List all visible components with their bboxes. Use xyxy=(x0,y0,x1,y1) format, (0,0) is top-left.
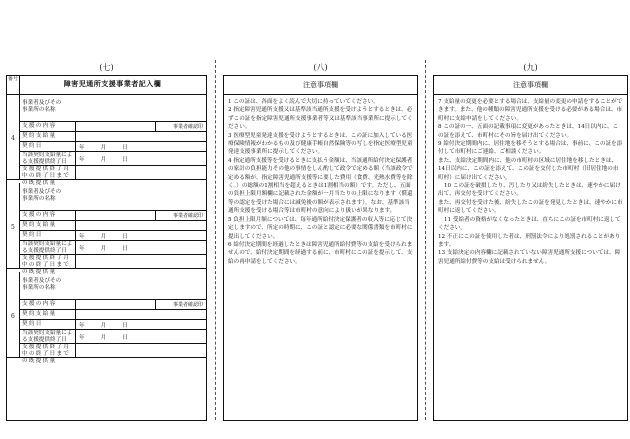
note-item: 9 給付決定期間内に、居住地を移そうとする場合は、事前に、この証を添付して市町村にご連絡、ご相談ください。 xyxy=(438,141,623,156)
row-remaining xyxy=(19,330,206,344)
note-item: 5 負担上限月額については、毎年通所給付決定保護者の収入等に応じて決定しますので、所定の時期に、この証と認定に必要な関係書類を市町村に提出してください。 xyxy=(228,216,413,240)
label-remaining: 当該契約支給量による支援提供終了日 xyxy=(22,152,73,165)
date-month-unit: 月 xyxy=(100,234,107,240)
row-remaining xyxy=(19,241,206,255)
provider-block xyxy=(7,94,206,186)
block-number-value: 4 xyxy=(11,134,15,142)
note-item: 11 受給者の資格がなくなったときは、直ちにこの証を市町村に返してください。 xyxy=(438,216,621,232)
cell-divider xyxy=(75,221,76,230)
cell-divider xyxy=(75,122,76,131)
date-month-unit: 月 xyxy=(100,246,107,252)
date-month-unit: 月 xyxy=(100,145,107,151)
date-year-unit: 年 xyxy=(79,335,85,341)
label-amount: 契約支給量 xyxy=(22,311,57,317)
label-name: 事業者及びその事業所の名称 xyxy=(22,278,62,291)
cell-divider xyxy=(75,166,76,180)
row-contract-date xyxy=(19,231,206,241)
notes-title: 注意事項欄 xyxy=(224,76,417,95)
provider-stamp-label: 事業者確認印 xyxy=(172,124,203,130)
note-item: 12 不正にこの証を使用した者は、刑罰法令により処罰されることがあります。 xyxy=(438,233,621,248)
cell-divider xyxy=(155,211,156,220)
date-year-unit: 年 xyxy=(79,234,85,240)
cell-divider xyxy=(75,320,76,329)
row-contract-date xyxy=(19,320,206,330)
panel7-number: (七) xyxy=(99,63,114,72)
label-amount: 契約支給量 xyxy=(22,222,57,228)
row-end-by xyxy=(19,166,206,186)
date-field[interactable] xyxy=(79,244,144,252)
panel8-number: (八) xyxy=(313,63,328,72)
date-field[interactable] xyxy=(79,155,144,163)
note-item: また、支給決定期間内に、他の市町村の区域に居住地を移したときは、14日以内に、この証を添えて、この証を交付した市町村（旧居住地の市町村）に届け出てください。 xyxy=(438,157,619,181)
label-amount: 契約支給量 xyxy=(22,133,57,139)
fold-divider-left xyxy=(215,60,216,420)
date-day-unit: 日 xyxy=(122,145,128,151)
date-month-unit: 月 xyxy=(100,157,107,163)
cell-divider xyxy=(75,152,76,165)
row-name xyxy=(19,94,206,122)
note-item: 6 給付決定期間を経過したときは障害児通所給付費等の支給を受けられませんので、給付決定期間を経過する前に、市町村にこの証を提示して、支給の再申請をしてください。 xyxy=(228,241,413,265)
block-number-value: 5 xyxy=(11,223,15,231)
cell-divider xyxy=(75,255,76,269)
label-contract-date: 契約日 xyxy=(22,143,43,149)
row-amount xyxy=(19,221,206,231)
label-content: 支援の内容 xyxy=(22,123,57,129)
provider-block xyxy=(7,183,206,275)
date-day-unit: 日 xyxy=(122,234,128,240)
note-item: 13 支給決定の内容欄に記載されていない障害児通所支援については、障害児通所給付費等の支給は受けられません。 xyxy=(438,250,621,265)
cell-divider xyxy=(75,310,76,319)
date-month-unit: 月 xyxy=(100,335,107,341)
note-item: 8 この証の一、五面の記載事項に変更があったときは、14日以内に、この証を添えて、市町村にその旨を届け出てください。 xyxy=(438,124,619,139)
label-name: 事業者及びその事業所の名称 xyxy=(22,189,62,202)
label-contract-date: 契約日 xyxy=(22,321,43,327)
note-item: また、再交付を受けた後、紛失したこの証を発見したときは、速やかに市町村に返してください。 xyxy=(438,199,623,215)
date-month-unit: 月 xyxy=(100,323,107,329)
note-item: 10 この証を破損したり、汚したり又は紛失したときは、速やかに届け出て、再交付を受けてください。 xyxy=(438,183,621,198)
date-day-unit: 日 xyxy=(122,157,128,163)
cell-divider xyxy=(75,344,76,358)
notes-panel-8 xyxy=(223,75,418,421)
cell-divider xyxy=(75,142,76,151)
date-day-unit: 日 xyxy=(122,335,128,341)
label-remaining: 当該契約支給量による支援提供終了日 xyxy=(22,330,73,343)
panel9-number: (九) xyxy=(523,63,538,72)
cell-divider xyxy=(75,132,76,141)
label-end-by: 支援提供終了月中の終了日までの既提供量 xyxy=(22,344,71,364)
row-name xyxy=(19,183,206,211)
notes-title: 注意事項欄 xyxy=(434,76,627,95)
row-name xyxy=(19,272,206,300)
number-column-header: 番号 xyxy=(7,76,20,94)
cell-divider xyxy=(75,231,76,240)
cell-divider xyxy=(75,300,76,309)
date-day-unit: 日 xyxy=(122,246,128,252)
date-year-unit: 年 xyxy=(79,246,85,252)
cell-divider xyxy=(155,122,156,131)
date-year-unit: 年 xyxy=(79,157,85,163)
label-contract-date: 契約日 xyxy=(22,232,43,238)
label-name: 事業者及びその事業所の名称 xyxy=(22,100,62,113)
date-field[interactable] xyxy=(79,333,144,341)
row-content xyxy=(19,300,206,310)
provider-stamp-label: 事業者確認印 xyxy=(172,213,203,219)
provider-stamp-label: 事業者確認印 xyxy=(172,302,203,308)
note-item: 2 指定障害児通所支援又は基準該当通所支援を受けようとするときは、必ずこの証を指定障害児通所支援事業者等又は基準該当事業所に提示してください。 xyxy=(228,107,413,131)
row-contract-date xyxy=(19,142,206,152)
label-content: 支援の内容 xyxy=(22,212,57,218)
label-content: 支援の内容 xyxy=(22,301,57,307)
date-field[interactable] xyxy=(79,321,144,329)
cell-divider xyxy=(75,330,76,343)
date-day-unit: 日 xyxy=(122,323,128,329)
date-field[interactable] xyxy=(79,143,144,151)
date-field[interactable] xyxy=(79,232,144,240)
row-amount xyxy=(19,310,206,320)
date-year-unit: 年 xyxy=(79,323,85,329)
row-content xyxy=(19,122,206,132)
provider-entry-title: 障害児通所支援事業者記入欄 xyxy=(63,79,162,88)
fold-divider-right xyxy=(425,60,426,420)
note-item: 4 指定通所支援等を受けるときに支払う金額は、当該通所給付決定保護者の家計の負担能力その他の事情をしん酌して政令で定める額（当該政令で定める額が、指定障害児通所支援等に要した費用（食費、光熱水費等を除く。）の総額の1割相当を超えるときは1割相当の額）です。ただし、五面の負担上限月額欄に記載された金額が一月当たりの上限になります（償還等の認定を受けた場合には減免後の額が表示されます）。なお、基準該当通所支援を受ける場合等は市町村の意向により扱いが異なります。 xyxy=(228,157,413,215)
row-end-by xyxy=(19,255,206,275)
cell-divider xyxy=(75,241,76,254)
provider-block xyxy=(7,272,206,364)
row-amount xyxy=(19,132,206,142)
block-number-value: 6 xyxy=(11,312,15,320)
row-end-by xyxy=(19,344,206,364)
cell-divider xyxy=(75,211,76,220)
row-remaining xyxy=(19,152,206,166)
row-content xyxy=(19,211,206,221)
note-item: 1 この証は、各面をよく読んで大切に持っていてください。 xyxy=(228,99,379,105)
note-item: 7 支給量の変更を必要とする場合は、支給量の変更の申請をすることができます。また、他の種類の障害児通所支援を受ける必要がある場合は、市町村に支給申請をしてください。 xyxy=(438,99,623,122)
date-year-unit: 年 xyxy=(79,145,85,151)
label-remaining: 当該契約支給量による支援提供終了日 xyxy=(22,241,73,254)
note-item: 3 医療型児童発達支援を受けようとするときは、この証に加入している医療保険情報がわかるもの及び健康手帳自然保険等の写しを指定医療型児童発達支援事業所に提示してください。 xyxy=(228,132,413,156)
cell-divider xyxy=(155,300,156,309)
provider-entry-table xyxy=(6,75,207,421)
label-end-by: 支援提供終了月中の終了日までの既提供量 xyxy=(22,255,71,275)
label-end-by: 支援提供終了月中の終了日までの既提供量 xyxy=(22,166,71,186)
notes-panel-9 xyxy=(433,75,628,421)
